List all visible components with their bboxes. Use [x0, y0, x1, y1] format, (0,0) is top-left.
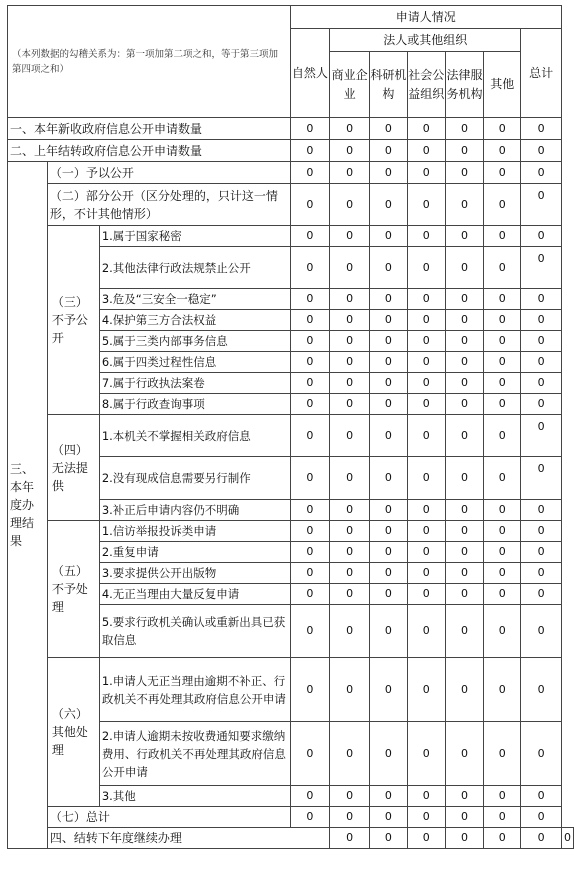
cell-value: 0 — [370, 394, 408, 415]
cell-value: 0 — [562, 828, 574, 849]
cell-value: 0 — [484, 310, 521, 331]
cell-value: 0 — [521, 521, 562, 542]
cell-value: 0 — [290, 184, 330, 226]
cell-value: 0 — [521, 373, 562, 394]
cell-value: 0 — [290, 584, 330, 605]
cell-value: 0 — [370, 807, 408, 828]
cell-value: 0 — [484, 373, 521, 394]
cell-value: 0 — [445, 658, 484, 722]
cell-value: 0 — [484, 658, 521, 722]
row-label: 2.没有现成信息需要另行制作 — [99, 457, 290, 500]
cell-value: 0 — [407, 140, 445, 162]
cell-value: 0 — [521, 226, 562, 247]
cell-value: 0 — [407, 184, 445, 226]
header-natural-person: 自然人 — [290, 29, 330, 118]
cell-value: 0 — [290, 373, 330, 394]
row-label: 7.属于行政执法案卷 — [99, 373, 290, 394]
cell-value: 0 — [330, 722, 370, 786]
table-row — [8, 118, 574, 140]
cell-value: 0 — [290, 140, 330, 162]
header-legal-service: 法律服务机构 — [445, 52, 484, 118]
cell-value: 0 — [330, 184, 370, 226]
cell-value: 0 — [484, 457, 521, 500]
cell-value: 0 — [290, 457, 330, 500]
cell-value: 0 — [370, 563, 408, 584]
table-row — [8, 226, 574, 247]
cell-value: 0 — [330, 415, 370, 457]
cell-value: 0 — [290, 500, 330, 521]
cell-value: 0 — [407, 605, 445, 658]
cell-value: 0 — [407, 807, 445, 828]
cell-value: 0 — [484, 563, 521, 584]
cell-value: 0 — [370, 140, 408, 162]
table-row — [8, 828, 574, 849]
header-research: 科研机构 — [370, 52, 408, 118]
cell-value: 0 — [290, 722, 330, 786]
cell-value: 0 — [330, 118, 370, 140]
cell-value: 0 — [290, 118, 330, 140]
cell-value: 0 — [407, 162, 445, 184]
cell-value: 0 — [330, 226, 370, 247]
row-label: 二、上年结转政府信息公开申请数量 — [8, 140, 291, 162]
cell-value: 0 — [445, 352, 484, 373]
cell-value: 0 — [290, 563, 330, 584]
cell-value: 0 — [407, 415, 445, 457]
cell-value: 0 — [290, 289, 330, 310]
cell-value: 0 — [407, 457, 445, 500]
cell-value: 0 — [407, 521, 445, 542]
row-label: 4.保护第三方合法权益 — [99, 310, 290, 331]
cell-value: 0 — [484, 352, 521, 373]
cell-value: 0 — [445, 542, 484, 563]
cell-value: 0 — [290, 542, 330, 563]
row-label: 1.属于国家秘密 — [99, 226, 290, 247]
cell-value: 0 — [521, 542, 562, 563]
row-label: 3.危及“三安全一稳定” — [99, 289, 290, 310]
header-applicant: 申请人情况 — [290, 6, 562, 29]
cell-value: 0 — [370, 722, 408, 786]
cell-value: 0 — [370, 828, 408, 849]
cell-value: 0 — [484, 289, 521, 310]
cell-value: 0 — [484, 786, 521, 807]
cell-value: 0 — [521, 457, 562, 500]
header-commercial: 商业企业 — [330, 52, 370, 118]
cell-value: 0 — [445, 563, 484, 584]
cell-value: 0 — [407, 658, 445, 722]
cell-value: 0 — [330, 331, 370, 352]
group-label-unable: （四）无法提供 — [47, 415, 99, 521]
group-label-not-open: （三）不予公开 — [47, 226, 99, 415]
cell-value: 0 — [445, 373, 484, 394]
cell-value: 0 — [484, 722, 521, 786]
cell-value: 0 — [407, 828, 445, 849]
disclosure-statistics-table — [7, 5, 574, 849]
cell-value: 0 — [330, 605, 370, 658]
cell-value: 0 — [407, 118, 445, 140]
row-label: 3.补正后申请内容仍不明确 — [99, 500, 290, 521]
cell-value: 0 — [370, 373, 408, 394]
cell-value: 0 — [370, 786, 408, 807]
cell-value: 0 — [407, 542, 445, 563]
cell-value: 0 — [521, 605, 562, 658]
cell-value: 0 — [370, 310, 408, 331]
cell-value: 0 — [407, 373, 445, 394]
cell-value: 0 — [330, 394, 370, 415]
cell-value: 0 — [484, 828, 521, 849]
cell-value: 0 — [330, 310, 370, 331]
cell-value: 0 — [370, 289, 408, 310]
cell-value: 0 — [445, 394, 484, 415]
row-label: 3.其他 — [99, 786, 290, 807]
cell-value: 0 — [370, 605, 408, 658]
cell-value: 0 — [290, 310, 330, 331]
row-label: （七）总计 — [47, 807, 290, 828]
row-label: 四、结转下年度继续办理 — [47, 828, 329, 849]
cell-value: 0 — [370, 331, 408, 352]
cell-value: 0 — [484, 140, 521, 162]
cell-value: 0 — [330, 521, 370, 542]
cell-value: 0 — [290, 394, 330, 415]
table-row — [8, 521, 574, 542]
cell-value: 0 — [521, 786, 562, 807]
cell-value: 0 — [330, 162, 370, 184]
cell-value: 0 — [521, 184, 562, 226]
cell-value: 0 — [484, 118, 521, 140]
row-label: 1.申请人无正当理由逾期不补正、行政机关不再处理其政府信息公开申请 — [99, 658, 290, 722]
cell-value: 0 — [370, 584, 408, 605]
cell-value: 0 — [445, 605, 484, 658]
cell-value: 0 — [290, 247, 330, 289]
cell-value: 0 — [407, 722, 445, 786]
cell-value: 0 — [330, 289, 370, 310]
cell-value: 0 — [330, 457, 370, 500]
cell-value: 0 — [330, 140, 370, 162]
cell-value: 0 — [330, 373, 370, 394]
row-label: 6.属于四类过程性信息 — [99, 352, 290, 373]
cell-value: 0 — [445, 457, 484, 500]
cell-value: 0 — [445, 226, 484, 247]
cell-value: 0 — [484, 807, 521, 828]
cell-value: 0 — [407, 394, 445, 415]
cell-value: 0 — [370, 500, 408, 521]
cell-value: 0 — [330, 584, 370, 605]
cell-value: 0 — [445, 828, 484, 849]
cell-value: 0 — [407, 584, 445, 605]
cell-value: 0 — [330, 563, 370, 584]
cell-value: 0 — [370, 658, 408, 722]
cell-value: 0 — [521, 584, 562, 605]
cell-value: 0 — [521, 394, 562, 415]
table-row — [8, 184, 574, 226]
cell-value: 0 — [407, 786, 445, 807]
cell-value: 0 — [521, 722, 562, 786]
cell-value: 0 — [330, 807, 370, 828]
cell-value: 0 — [290, 605, 330, 658]
cell-value: 0 — [484, 542, 521, 563]
cell-value: 0 — [290, 331, 330, 352]
cell-value: 0 — [370, 521, 408, 542]
cell-value: 0 — [330, 500, 370, 521]
cell-value: 0 — [370, 415, 408, 457]
cell-value: 0 — [370, 118, 408, 140]
cell-value: 0 — [484, 415, 521, 457]
table-row — [8, 658, 574, 722]
cell-value: 0 — [445, 415, 484, 457]
cell-value: 0 — [370, 184, 408, 226]
cell-value: 0 — [484, 521, 521, 542]
cell-value: 0 — [521, 310, 562, 331]
cell-value: 0 — [290, 352, 330, 373]
cell-value: 0 — [290, 521, 330, 542]
cell-value: 0 — [330, 352, 370, 373]
row-label: 2.重复申请 — [99, 542, 290, 563]
row-label: 1.本机关不掌握相关政府信息 — [99, 415, 290, 457]
cell-value: 0 — [290, 162, 330, 184]
cell-value: 0 — [521, 828, 562, 849]
cell-value: 0 — [445, 140, 484, 162]
cell-value: 0 — [407, 226, 445, 247]
group-label-no-process: （五）不予处理 — [47, 521, 99, 658]
cell-value: 0 — [521, 352, 562, 373]
cell-value: 0 — [445, 247, 484, 289]
row-label: 2.其他法律行政法规禁止公开 — [99, 247, 290, 289]
cell-value: 0 — [290, 658, 330, 722]
row-label: 5.要求行政机关确认或重新出具已获取信息 — [99, 605, 290, 658]
cell-value: 0 — [521, 118, 562, 140]
cell-value: 0 — [290, 415, 330, 457]
cell-value: 0 — [407, 500, 445, 521]
cell-value: 0 — [445, 722, 484, 786]
cell-value: 0 — [484, 500, 521, 521]
cell-value: 0 — [407, 331, 445, 352]
header-total: 总计 — [521, 29, 562, 118]
cell-value: 0 — [445, 331, 484, 352]
cell-value: 0 — [521, 500, 562, 521]
cell-value: 0 — [445, 584, 484, 605]
group-label-other-process: （六）其他处理 — [47, 658, 99, 807]
table-row — [8, 140, 574, 162]
row-label: 一、本年新收政府信息公开申请数量 — [8, 118, 291, 140]
cell-value: 0 — [370, 247, 408, 289]
cell-value: 0 — [330, 542, 370, 563]
cell-value: 0 — [521, 289, 562, 310]
cell-value: 0 — [407, 352, 445, 373]
cell-value: 0 — [290, 786, 330, 807]
cell-value: 0 — [521, 331, 562, 352]
cell-value: 0 — [370, 457, 408, 500]
cell-value: 0 — [484, 394, 521, 415]
cell-value: 0 — [484, 184, 521, 226]
cell-value: 0 — [370, 226, 408, 247]
cell-value: 0 — [407, 289, 445, 310]
cell-value: 0 — [330, 786, 370, 807]
cell-value: 0 — [407, 563, 445, 584]
cell-value: 0 — [407, 310, 445, 331]
cell-value: 0 — [521, 807, 562, 828]
row-label: （一）予以公开 — [47, 162, 290, 184]
cell-value: 0 — [445, 118, 484, 140]
header-other: 其他 — [484, 52, 521, 118]
cell-value: 0 — [330, 247, 370, 289]
cell-value: 0 — [521, 563, 562, 584]
cell-value: 0 — [445, 786, 484, 807]
header-legal-group: 法人或其他组织 — [330, 29, 521, 52]
table-row — [8, 807, 574, 828]
cell-value: 0 — [407, 247, 445, 289]
section-three-label: 三、本年度办理结果 — [8, 162, 48, 849]
header-social: 社会公益组织 — [407, 52, 445, 118]
header-note: （本列数据的勾稽关系为：第一项加第二项之和，等于第三项加第四项之和） — [8, 6, 291, 118]
table-row — [8, 415, 574, 457]
cell-value: 0 — [484, 331, 521, 352]
cell-value: 0 — [445, 521, 484, 542]
cell-value: 0 — [445, 310, 484, 331]
cell-value: 0 — [445, 162, 484, 184]
cell-value: 0 — [521, 247, 562, 289]
cell-value: 0 — [445, 807, 484, 828]
row-label: 4.无正当理由大量反复申请 — [99, 584, 290, 605]
cell-value: 0 — [370, 352, 408, 373]
table-row — [8, 162, 574, 184]
cell-value: 0 — [484, 605, 521, 658]
cell-value: 0 — [370, 542, 408, 563]
cell-value: 0 — [484, 584, 521, 605]
cell-value: 0 — [521, 162, 562, 184]
cell-value: 0 — [330, 658, 370, 722]
cell-value: 0 — [521, 415, 562, 457]
row-label: 5.属于三类内部事务信息 — [99, 331, 290, 352]
cell-value: 0 — [484, 162, 521, 184]
cell-value: 0 — [445, 184, 484, 226]
cell-value: 0 — [330, 828, 370, 849]
row-label: 8.属于行政查询事项 — [99, 394, 290, 415]
cell-value: 0 — [290, 807, 330, 828]
row-label: 2.申请人逾期未按收费通知要求缴纳费用、行政机关不再处理其政府信息公开申请 — [99, 722, 290, 786]
cell-value: 0 — [370, 162, 408, 184]
cell-value: 0 — [290, 226, 330, 247]
cell-value: 0 — [445, 500, 484, 521]
row-label: 1.信访举报投诉类申请 — [99, 521, 290, 542]
cell-value: 0 — [445, 289, 484, 310]
row-label: （二）部分公开（区分处理的，只计这一情形，不计其他情形） — [47, 184, 290, 226]
cell-value: 0 — [484, 226, 521, 247]
row-label: 3.要求提供公开出版物 — [99, 563, 290, 584]
cell-value: 0 — [484, 247, 521, 289]
cell-value: 0 — [521, 140, 562, 162]
cell-value: 0 — [521, 658, 562, 722]
